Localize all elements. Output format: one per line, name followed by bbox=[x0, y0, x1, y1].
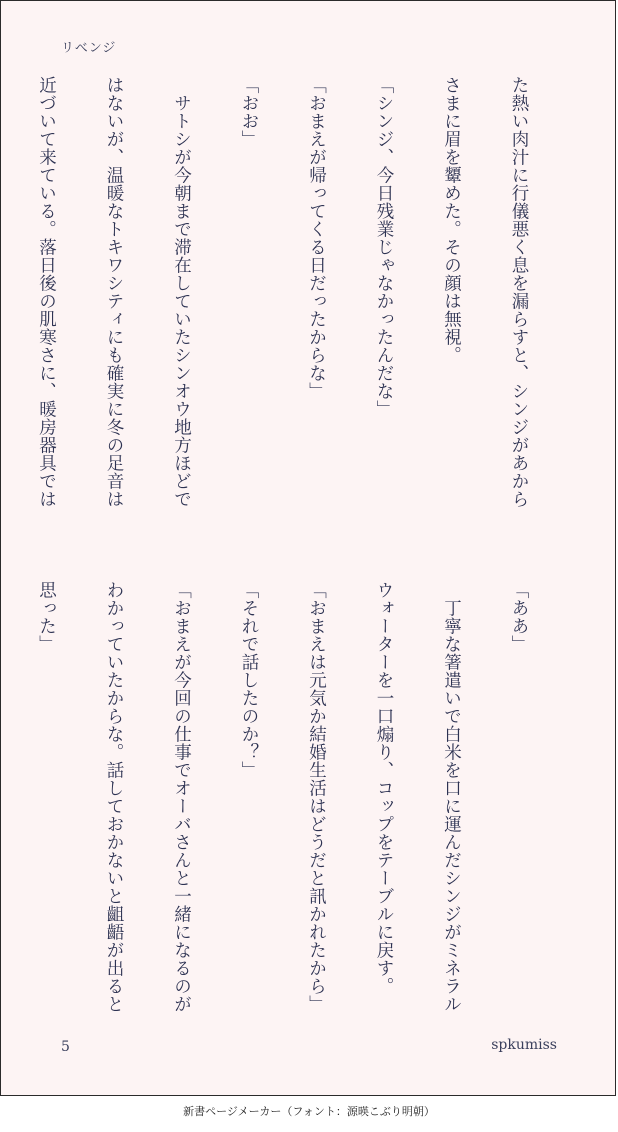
text-line: わかっていたからな。話しておかないと齟齬が出ると bbox=[104, 581, 124, 1013]
text-line: はないが、温暖なトキワシティにも確実に冬の足音は bbox=[104, 76, 124, 508]
text-block-upper bbox=[36, 76, 575, 516]
page-number: 5 bbox=[61, 1039, 70, 1055]
author-name: spkumiss bbox=[491, 1037, 557, 1053]
text-line: た熱い肉汁に行儀悪く息を漏らすと、シンジがあから bbox=[509, 76, 529, 508]
text-line: 思った」 bbox=[36, 581, 57, 653]
text-line: 近づいて来ている。落日後の肌寒さに、暖房器具では bbox=[36, 76, 57, 508]
running-head-title: リベンジ bbox=[61, 41, 117, 56]
text-line: 「ああ」 bbox=[509, 581, 529, 653]
text-line: 「おお」 bbox=[239, 76, 259, 148]
text-line: 「おまえが帰ってくる日だったからな」 bbox=[306, 76, 327, 400]
text-line: サトシが今朝まで滞在していたシンオウ地方ほどで bbox=[171, 76, 192, 508]
text-line: ウォーターを一口煽り、コップをテーブルに戻す。 bbox=[374, 581, 394, 995]
text-line: 「シンジ、今日残業じゃなかったんだな」 bbox=[374, 76, 394, 418]
text-line: 「おまえが今回の仕事でオーバさんと一緒になるのが bbox=[171, 581, 192, 1013]
text-line: 丁寧な箸遣いで白米を口に運んだシンジがミネラル bbox=[441, 581, 462, 1013]
text-line: さまに眉を顰めた。その顔は無視。 bbox=[441, 76, 462, 364]
text-line: 「それで話したのか？」 bbox=[239, 581, 259, 779]
text-line: 「おまえは元気か結婚生活はどうだと訊かれたから」 bbox=[306, 581, 327, 1013]
text-block-lower bbox=[36, 581, 575, 1021]
generator-credit: 新書ページメーカー（フォント：源暎こぶり明朝） bbox=[183, 1105, 435, 1118]
